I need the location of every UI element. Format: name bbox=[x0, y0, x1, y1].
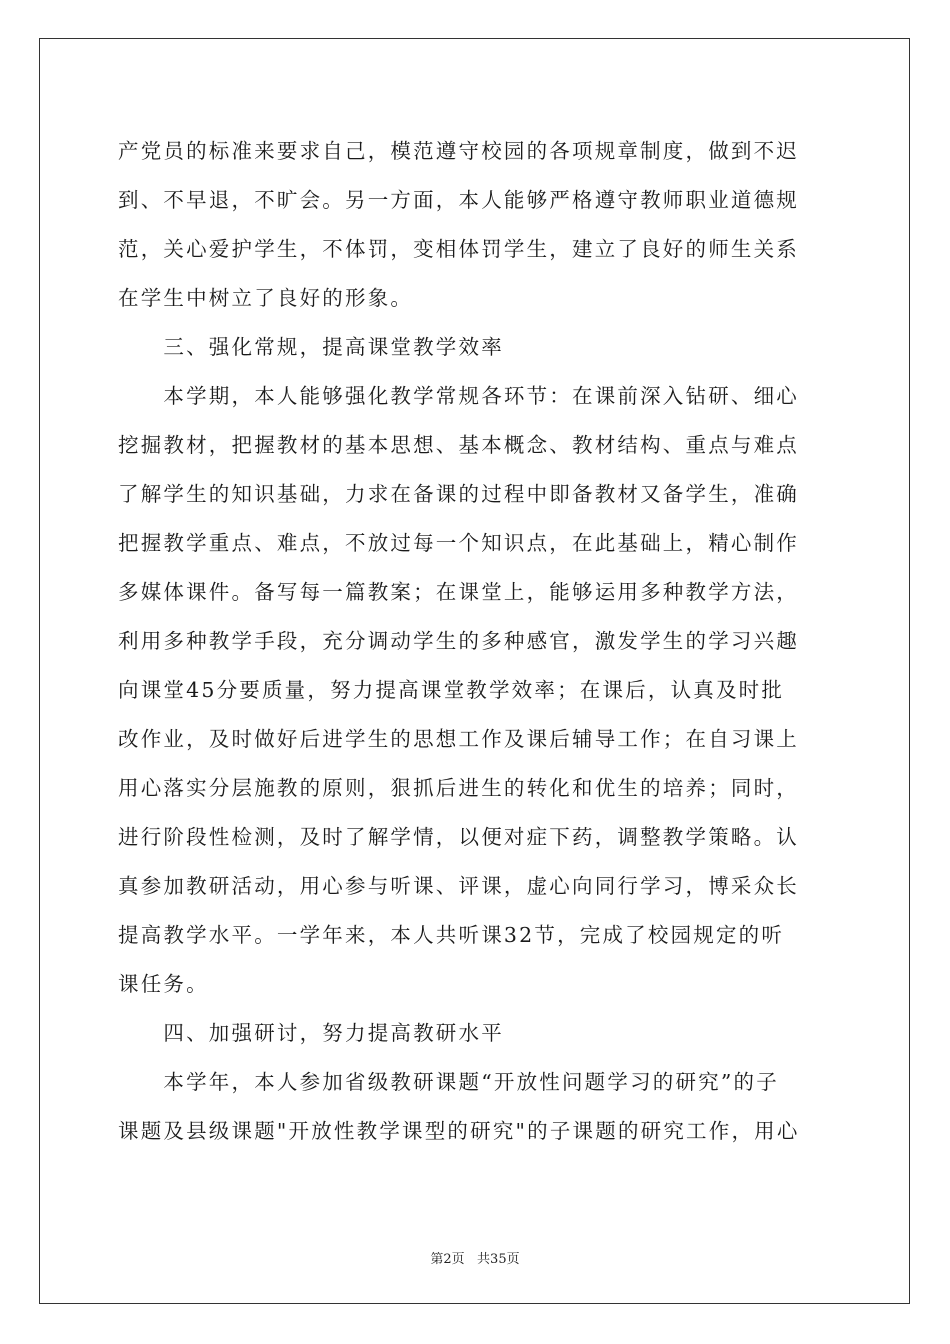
text-line: 本学年，本人参加省级教研课题“开放性问题学习的研究”的子 bbox=[118, 1070, 779, 1094]
text-line: 利用多种教学手段，充分调动学生的多种感官，激发学生的学习兴趣 bbox=[118, 629, 799, 653]
text-line: 用心落实分层施教的原则，狠抓后进生的转化和优生的培养；同时， bbox=[118, 776, 799, 800]
text-line: 范，关心爱护学生，不体罚，变相体罚学生，建立了良好的师生关系 bbox=[118, 237, 799, 261]
document-body bbox=[118, 130, 834, 1159]
text-line: 产党员的标准来要求自己，模范遵守校园的各项规章制度，做到不迟 bbox=[118, 139, 799, 163]
text-line: 到、不早退，不旷会。另一方面，本人能够严格遵守教师职业道德规 bbox=[118, 188, 799, 212]
text-line: 进行阶段性检测，及时了解学情，以便对症下药，调整教学策略。认 bbox=[118, 825, 799, 849]
text-line: 向课堂45分要质量，努力提高课堂教学效率；在课后，认真及时批 bbox=[118, 678, 785, 702]
page-number-footer: 第2页 共35页 bbox=[430, 1252, 520, 1267]
text-line: 改作业，及时做好后进学生的思想工作及课后辅导工作；在自习课上 bbox=[118, 727, 799, 751]
text-line: 提高教学水平。一学年来，本人共听课32节，完成了校园规定的听 bbox=[118, 923, 785, 947]
text-line: 多媒体课件。备写每一篇教案；在课堂上，能够运用多种教学方法， bbox=[118, 580, 799, 604]
text-line: 挖掘教材，把握教材的基本思想、基本概念、教材结构、重点与难点 bbox=[118, 433, 799, 457]
text-line: 课题及县级课题"开放性教学课型的研究"的子课题的研究工作，用心 bbox=[118, 1119, 800, 1143]
text-line: 本学期，本人能够强化教学常规各环节：在课前深入钻研、细心 bbox=[118, 384, 799, 408]
section-heading: 四、加强研讨，努力提高教研水平 bbox=[118, 1021, 504, 1045]
text-line: 了解学生的知识基础，力求在备课的过程中即备教材又备学生，准确 bbox=[118, 482, 799, 506]
text-line: 在学生中树立了良好的形象。 bbox=[118, 286, 414, 310]
text-line: 把握教学重点、难点，不放过每一个知识点，在此基础上，精心制作 bbox=[118, 531, 799, 555]
text-line: 真参加教研活动，用心参与听课、评课，虚心向同行学习，博采众长 bbox=[118, 874, 799, 898]
section-heading: 三、强化常规，提高课堂教学效率 bbox=[118, 335, 504, 359]
text-line: 课任务。 bbox=[118, 972, 209, 996]
